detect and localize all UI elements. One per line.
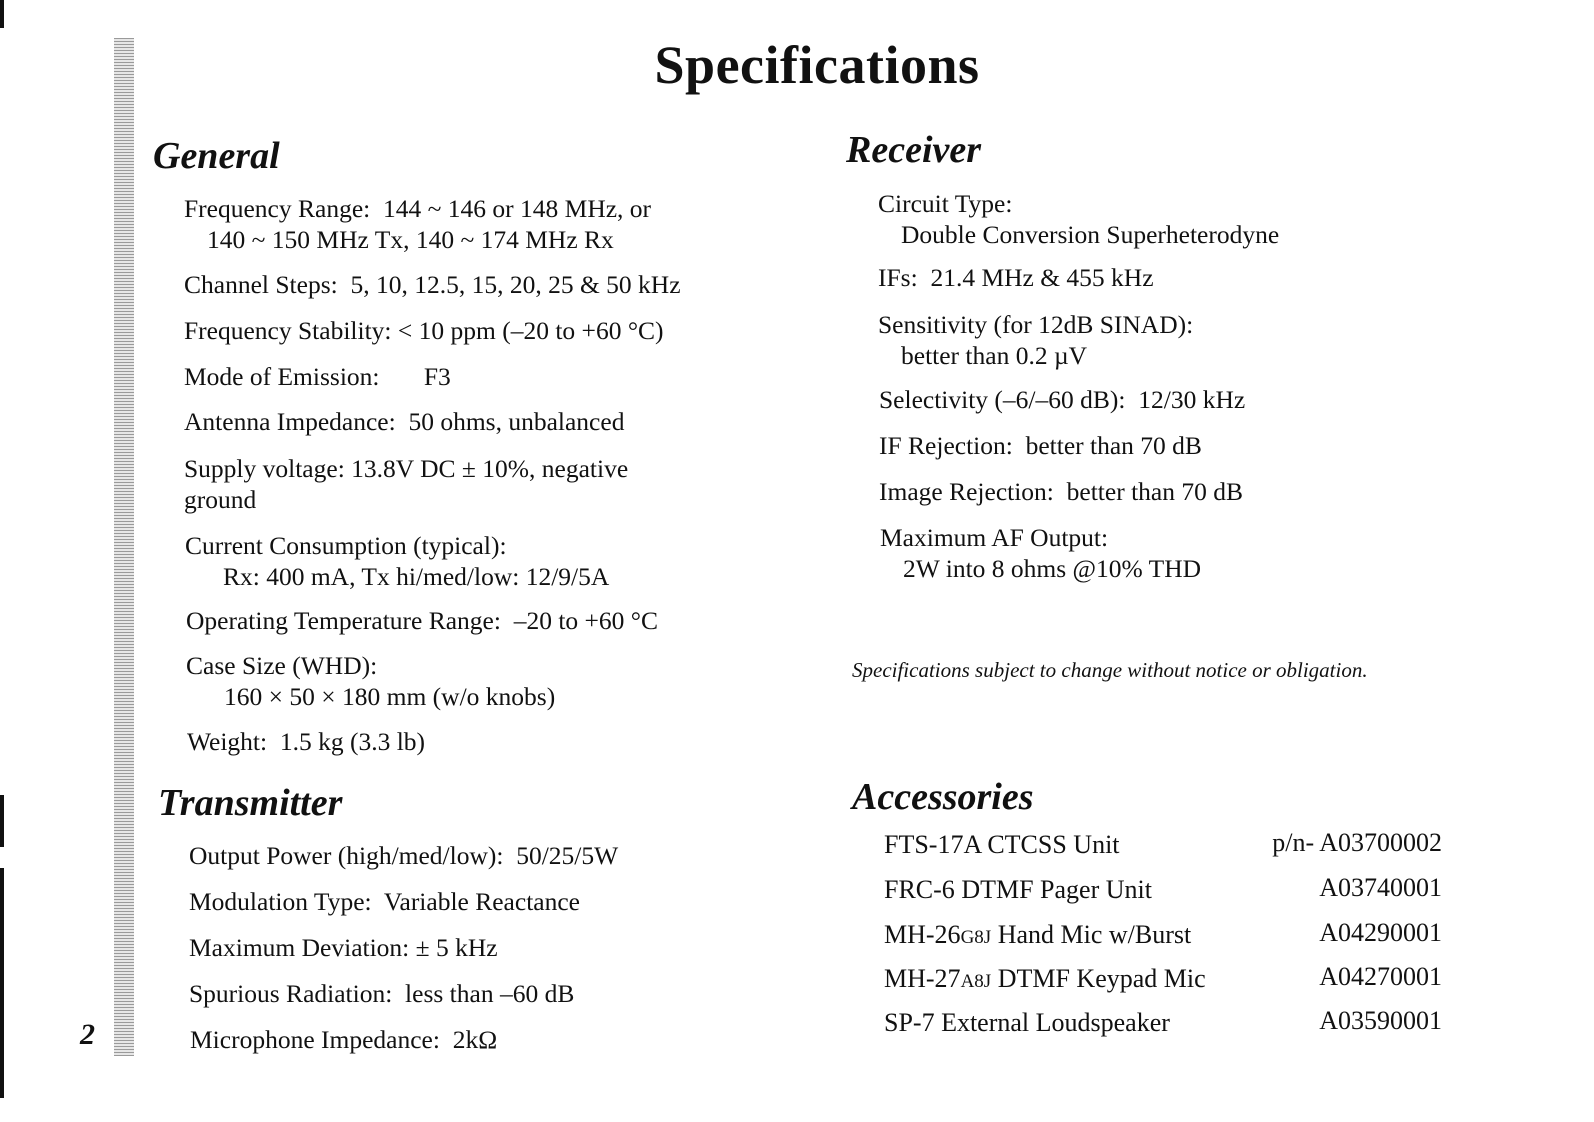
spec-label: Supply voltage:	[184, 454, 345, 483]
spec-if-rejection	[879, 430, 1202, 461]
spec-sensitivity	[878, 309, 1193, 371]
spec-value: better than 70 dB	[1025, 431, 1202, 460]
spec-circuit-type	[878, 188, 1279, 250]
spec-maximum-af-output	[880, 522, 1201, 584]
accessory-description: DTMF Pager Unit	[961, 875, 1152, 904]
spec-image-rejection	[879, 476, 1243, 507]
spec-label: IF Rejection:	[879, 431, 1013, 460]
spec-label: Output Power (high/med/low):	[189, 841, 504, 870]
spec-value: less than –60 dB	[405, 979, 575, 1008]
spec-value: < 10 ppm (–20 to +60 °C)	[397, 316, 664, 345]
spec-label: Image Rejection:	[879, 477, 1054, 506]
spec-mode-of-emission	[184, 361, 451, 392]
accessory-model-suffix: A8J	[960, 971, 992, 992]
receiver-heading: Receiver	[846, 129, 982, 171]
spec-label: Sensitivity (for 12dB SINAD):	[878, 310, 1194, 339]
page-number: 2	[80, 1018, 95, 1051]
spec-value: Variable Reactance	[383, 887, 580, 916]
spec-value: better than 70 dB	[1066, 477, 1243, 506]
spec-value: ± 5 kHz	[415, 933, 498, 962]
accessory-description: External Loudspeaker	[941, 1008, 1170, 1037]
accessory-name	[884, 875, 1152, 905]
accessory-model: SP-7	[884, 1008, 935, 1037]
general-heading: General	[153, 135, 280, 177]
spec-frequency-range	[184, 193, 651, 255]
accessory-name	[884, 920, 1191, 950]
spec-modulation-type	[189, 886, 580, 917]
accessory-part-number: A03740001	[1319, 873, 1442, 902]
spec-value: 1.5 kg (3.3 lb)	[279, 727, 426, 756]
spec-value: F3	[423, 362, 451, 391]
spec-label: Selectivity (–6/–60 dB):	[879, 385, 1126, 414]
accessory-part-number: p/n- A03700002	[1272, 828, 1442, 857]
spec-label: Maximum Deviation:	[189, 933, 410, 962]
spec-spurious-radiation	[189, 978, 574, 1009]
spec-continuation: better than 0.2 µV	[901, 341, 1088, 370]
accessory-model-suffix: G8J	[960, 927, 992, 948]
spec-label: Current Consumption (typical):	[185, 531, 507, 560]
spec-continuation: ground	[184, 485, 257, 514]
spec-label: Frequency Stability:	[184, 316, 392, 345]
spec-value: 2kΩ	[452, 1025, 498, 1054]
spec-value: 144 ~ 146 or 148 MHz, or	[382, 194, 652, 223]
left-edge-mark-top	[0, 0, 4, 28]
accessory-description: DTMF Keypad Mic	[997, 964, 1206, 993]
specifications-notice: Specifications subject to change without notice or obligation.	[852, 658, 1368, 682]
spec-current-consumption	[185, 530, 609, 592]
spec-label: Frequency Range:	[184, 194, 371, 223]
spec-continuation: Rx: 400 mA, Tx hi/med/low: 12/9/5A	[223, 562, 610, 591]
spec-label: Modulation Type:	[189, 887, 372, 916]
spec-output-power	[189, 840, 618, 871]
accessory-part-number: A04290001	[1319, 918, 1442, 947]
spec-operating-temperature	[186, 605, 658, 636]
spec-continuation: 160 × 50 × 180 mm (w/o knobs)	[224, 682, 556, 711]
spec-value: –20 to +60 °C	[513, 606, 658, 635]
spec-label: IFs:	[878, 263, 918, 292]
spec-case-size	[186, 650, 555, 712]
spec-ifs	[878, 262, 1154, 293]
spec-continuation: Double Conversion Superheterodyne	[901, 220, 1280, 249]
spec-label: Spurious Radiation:	[189, 979, 393, 1008]
accessory-name	[884, 964, 1206, 994]
spec-channel-steps	[184, 269, 681, 300]
spec-label: Maximum AF Output:	[880, 523, 1109, 552]
transmitter-heading: Transmitter	[158, 782, 343, 824]
left-edge-mark-middle	[0, 795, 4, 847]
spec-maximum-deviation	[189, 932, 498, 963]
page-title: Specifications	[654, 35, 980, 95]
spec-frequency-stability	[184, 315, 664, 346]
spec-value: 50 ohms, unbalanced	[408, 407, 625, 436]
accessory-description: CTCSS Unit	[987, 830, 1120, 859]
page-side-bar	[114, 38, 134, 1056]
accessory-model: MH-27	[884, 964, 961, 993]
spec-label: Circuit Type:	[878, 189, 1013, 218]
spec-selectivity	[879, 384, 1245, 415]
left-edge-mark-bottom	[0, 868, 4, 1098]
spec-label: Mode of Emission:	[184, 362, 380, 391]
spec-value: 13.8V DC ± 10%, negative	[351, 454, 629, 483]
spec-microphone-impedance	[190, 1024, 497, 1055]
accessory-model: MH-26	[884, 920, 961, 949]
accessories-heading: Accessories	[852, 776, 1034, 818]
spec-label: Channel Steps:	[184, 270, 338, 299]
spec-label: Weight:	[187, 727, 268, 756]
spec-label: Antenna Impedance:	[184, 407, 396, 436]
accessory-model: FRC-6	[884, 875, 955, 904]
spec-label: Operating Temperature Range:	[186, 606, 501, 635]
spec-continuation: 140 ~ 150 MHz Tx, 140 ~ 174 MHz Rx	[207, 225, 614, 254]
accessory-part-number: A04270001	[1319, 962, 1442, 991]
spec-label: Microphone Impedance:	[190, 1025, 440, 1054]
spec-antenna-impedance	[184, 406, 624, 437]
spec-value: 50/25/5W	[516, 841, 619, 870]
accessory-model: FTS-17A	[884, 830, 981, 859]
accessory-part-number: A03590001	[1319, 1006, 1442, 1035]
spec-value: 12/30 kHz	[1138, 385, 1246, 414]
spec-continuation: 2W into 8 ohms @10% THD	[903, 554, 1202, 583]
spec-supply-voltage	[184, 453, 628, 515]
accessory-name	[884, 1008, 1170, 1038]
accessory-name	[884, 830, 1120, 860]
spec-value: 5, 10, 12.5, 15, 20, 25 & 50 kHz	[350, 270, 681, 299]
spec-value: 21.4 MHz & 455 kHz	[930, 263, 1154, 292]
spec-weight	[187, 726, 425, 757]
spec-label: Case Size (WHD):	[186, 651, 378, 680]
accessory-description: Hand Mic w/Burst	[997, 920, 1192, 949]
